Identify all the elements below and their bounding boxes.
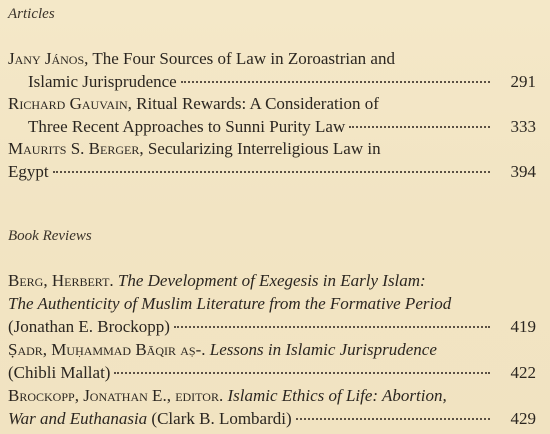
leader-dots [114, 372, 490, 374]
review-page-number: 429 [510, 409, 536, 428]
leader-dots [181, 81, 490, 83]
article-title-line1: Ritual Rewards: A Consideration of [136, 94, 379, 113]
article-title-line1: The Four Sources of Law in Zoroastrian and [92, 49, 395, 68]
review-page-number: 422 [510, 363, 536, 382]
review-title-line2: The Authenticity of Muslim Literature from the Formative Period [8, 294, 452, 313]
review-reviewer: (Jonathan E. Brockopp) [8, 317, 170, 336]
book-reviews-heading: Book Reviews [8, 228, 92, 244]
article-title-line2: Islamic Jurisprudence [28, 72, 177, 91]
leader-dots [349, 126, 490, 128]
review-title-line2: War and Euthanasia [8, 409, 148, 428]
article-page-number: 291 [510, 72, 536, 91]
review-entry [8, 384, 536, 430]
article-author: Maurits S. Berger [8, 139, 140, 158]
article-author: Richard Gauvain [8, 94, 128, 113]
article-page-number: 394 [510, 162, 536, 181]
review-author: Ṣadr, Muḥammad Bāqir aṣ-. [8, 340, 206, 359]
review-title-line1: Islamic Ethics of Life: Abortion, [227, 386, 447, 405]
review-entry [8, 269, 536, 338]
review-page-number: 419 [510, 317, 536, 336]
review-title-line1: Lessons in Islamic Jurisprudence [209, 340, 437, 359]
leader-dots [174, 326, 490, 328]
leader-dots [53, 171, 490, 173]
review-reviewer: (Clark B. Lombardi) [151, 409, 292, 428]
article-title-line2: Three Recent Approaches to Sunni Purity Law [28, 117, 346, 136]
article-entry: Richard Gauvain, Ritual Rewards: A Consideration of Three Recent Approaches to Sunni Purity Law 333 [8, 94, 536, 136]
article-entry: Maurits S. Berger, Secularizing Interreligious Law in Egypt 394 [8, 139, 536, 181]
review-author: Berg, Herbert. [8, 271, 114, 290]
review-reviewer: (Chibli Mallat) [8, 363, 111, 382]
review-title-line1: The Development of Exegesis in Early Islam: [117, 271, 426, 290]
leader-dots [296, 418, 490, 420]
review-entry [8, 338, 536, 384]
article-page-number: 333 [510, 117, 536, 136]
review-author: Brockopp, Jonathan E., editor. [8, 386, 224, 405]
article-entry: Jany János, The Four Sources of Law in Zoroastrian and Islamic Jurisprudence 291 [8, 49, 536, 91]
article-title-line2: Egypt [8, 162, 49, 181]
article-title-line1: Secularizing Interreligious Law in [147, 139, 381, 158]
articles-heading: Articles [8, 6, 55, 22]
article-author: Jany János [8, 49, 85, 68]
